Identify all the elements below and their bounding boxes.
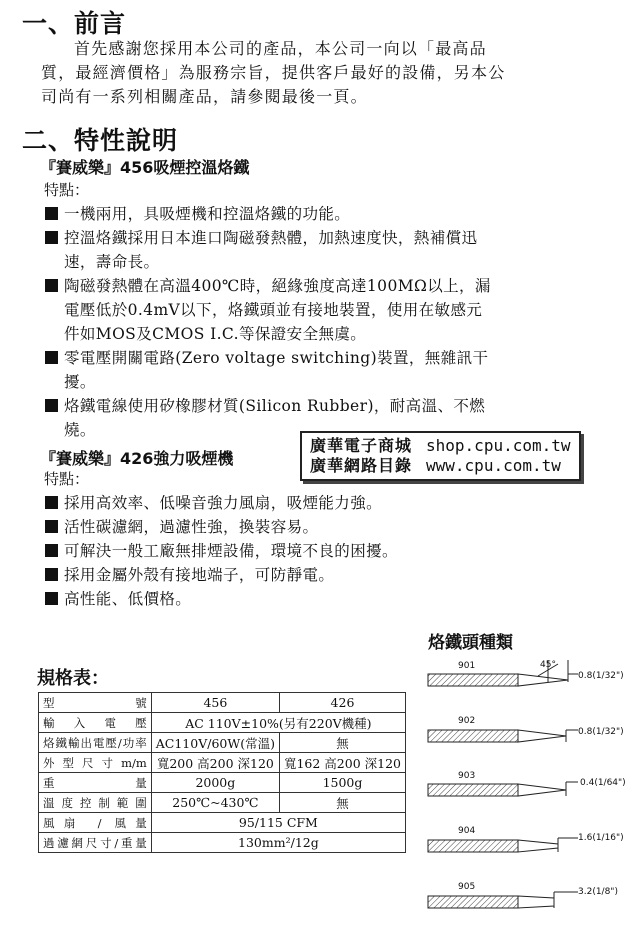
spec-value-shared: AC 110V±10%(另有220V機種) (151, 713, 405, 733)
list-item (45, 226, 585, 274)
tip-size-902: 0.8(1/32") (578, 727, 624, 737)
bullet-square-icon (45, 520, 58, 533)
product-2-features-label: 特點： (44, 470, 90, 488)
tip-model-901: 901 (458, 661, 476, 671)
product-1-features-label: 特點： (44, 181, 90, 199)
spec-value-426: 無 (279, 733, 405, 753)
table-row (39, 693, 406, 713)
tip-model-903: 903 (458, 771, 476, 781)
list-item (45, 202, 585, 226)
bullet-square-icon (45, 351, 58, 364)
bullet-square-icon (45, 399, 58, 412)
bullet-square-icon (45, 279, 58, 292)
spec-value-426: 1500g (279, 773, 405, 793)
list-item (45, 346, 585, 394)
spec-value-shared: 95/115 CFM (151, 813, 405, 833)
spec-label: 過濾網尺寸/重量 (39, 833, 152, 853)
spec-value-456: AC110V/60W(常溫) (151, 733, 279, 753)
table-row (39, 833, 406, 853)
tip-902-drawing (428, 730, 578, 742)
tip-901-drawing (428, 660, 578, 686)
spec-value-426: 426 (279, 693, 405, 713)
table-row (39, 793, 406, 813)
tip-angle-901: 45° (540, 660, 556, 670)
spec-value-426: 無 (279, 793, 405, 813)
list-item (45, 539, 585, 563)
stamp-shop-url[interactable]: shop.cpu.com.tw (426, 436, 571, 455)
stamp-shop-name: 廣華電子商城 (310, 436, 413, 455)
spec-value-456: 2000g (151, 773, 279, 793)
list-item (45, 515, 585, 539)
product-1-feature-list (45, 202, 585, 442)
table-row (39, 773, 406, 793)
feature-line: 陶磁發熱體在高溫400℃時，絕緣強度高達100MΩ以上，漏 (64, 277, 491, 295)
spec-title: 規格表： (37, 668, 109, 689)
tip-model-905: 905 (458, 882, 476, 892)
tip-size-904: 1.6(1/16") (578, 833, 624, 843)
stamp-catalog-name: 廣華網路目錄 (310, 456, 413, 475)
tip-model-904: 904 (458, 826, 476, 836)
tip-size-905: 3.2(1/8") (578, 887, 618, 897)
tip-904-drawing (428, 838, 578, 852)
feature-line: 件如MOS及CMOS I.C.等保證安全無虞。 (64, 325, 367, 343)
feature-line: 控溫烙鐵採用日本進口陶磁發熱體，加熱速度快，熱補償迅 (64, 229, 478, 247)
feature-line: 速，壽命長。 (64, 253, 160, 271)
bullet-square-icon (45, 544, 58, 557)
feature-line: 烙鐵電線使用矽橡膠材質(Silicon Rubber)，耐高溫、不燃 (64, 397, 486, 415)
table-row (39, 733, 406, 753)
list-item (45, 491, 585, 515)
tip-types-title: 烙鐵頭種類 (428, 633, 513, 653)
feature-line: 擾。 (64, 373, 96, 391)
tip-model-902: 902 (458, 716, 476, 726)
spec-label: 輸入電壓 (39, 713, 152, 733)
product-2-name: 『賽威樂』426強力吸煙機 (40, 449, 234, 468)
feature-line: 採用高效率、低噪音強力風扇，吸煙能力強。 (64, 494, 383, 512)
section-1-title: 一、前言 (22, 9, 127, 38)
product-1-name: 『賽威樂』456吸煙控溫烙鐵 (40, 158, 250, 177)
feature-line: 一機兩用，具吸煙機和控溫烙鐵的功能。 (64, 205, 351, 223)
list-item (45, 274, 585, 346)
list-item (45, 587, 585, 611)
section-2-title: 二、特性說明 (22, 126, 179, 155)
intro-line-3: 司尚有一系列相關產品，請參閱最後一頁。 (41, 87, 368, 106)
spec-label: 溫度控制範圍 (39, 793, 152, 813)
spec-table (38, 692, 406, 853)
bullet-square-icon (45, 207, 58, 220)
spec-label: 烙鐵輸出電壓/功率 (39, 733, 152, 753)
spec-label: 重量 (39, 773, 152, 793)
table-row (39, 713, 406, 733)
spec-value-shared: 130mm²/12g (151, 833, 405, 853)
spec-label: 型號 (39, 693, 152, 713)
list-item (45, 563, 585, 587)
tip-size-901: 0.8(1/32") (578, 671, 624, 681)
spec-value-426: 寬162 高200 深120 (279, 753, 405, 773)
section-1-body (41, 37, 581, 109)
spec-value-456: 寬200 高200 深120 (151, 753, 279, 773)
product-2-feature-list (45, 491, 585, 611)
tip-drawings (420, 650, 580, 930)
tip-903-drawing (428, 782, 578, 796)
tip-size-903: 0.4(1/64") (580, 778, 626, 788)
feature-line: 電壓低於0.4mV以下，烙鐵頭並有接地裝置，使用在敏感元 (64, 301, 483, 319)
spec-label: 外型尺寸m/m (39, 753, 152, 773)
intro-line-2: 質，最經濟價格」為服務宗旨，提供客戶最好的設備，另本公 (41, 63, 506, 82)
spec-value-456: 250℃~430℃ (151, 793, 279, 813)
feature-line: 燒。 (64, 421, 96, 439)
tip-905-drawing (428, 892, 578, 908)
spec-label: 風扇 / 風量 (39, 813, 152, 833)
intro-line-1: 首先感謝您採用本公司的產品，本公司一向以「最高品 (74, 39, 487, 58)
table-row (39, 813, 406, 833)
bullet-square-icon (45, 592, 58, 605)
feature-line: 可解決一般工廠無排煙設備，環境不良的困擾。 (64, 542, 398, 560)
stamp-catalog-url[interactable]: www.cpu.com.tw (426, 456, 561, 475)
bullet-square-icon (45, 496, 58, 509)
feature-line: 採用金屬外殼有接地端子，可防靜電。 (64, 566, 335, 584)
table-row (39, 753, 406, 773)
spec-value-456: 456 (151, 693, 279, 713)
feature-line: 高性能、低價格。 (64, 590, 192, 608)
feature-line: 零電壓開關電路(Zero voltage switching)裝置，無雜訊干 (64, 349, 489, 367)
feature-line: 活性碳濾網，過濾性強，換裝容易。 (64, 518, 319, 536)
bullet-square-icon (45, 231, 58, 244)
bullet-square-icon (45, 568, 58, 581)
shop-url-stamp (300, 431, 581, 481)
